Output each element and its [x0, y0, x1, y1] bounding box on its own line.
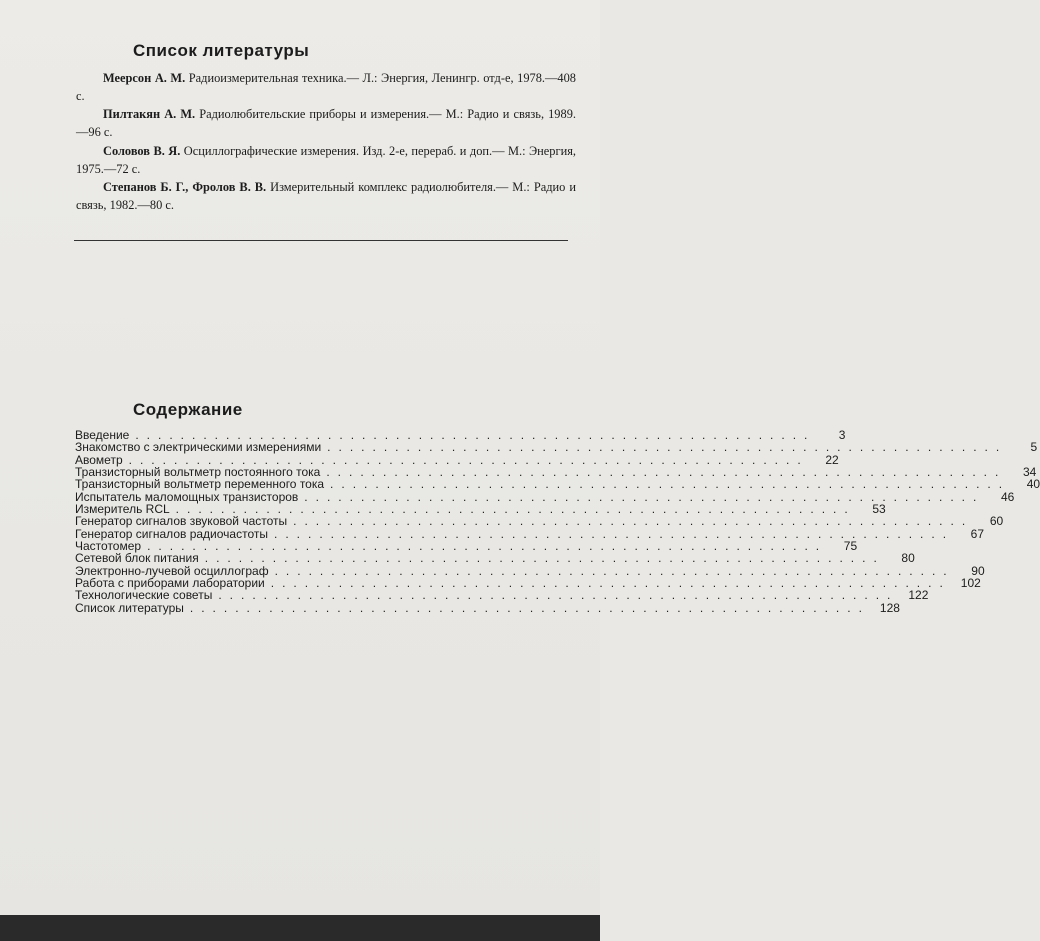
- toc-entry-page: 122: [908, 588, 929, 603]
- toc-entry-title: Транзисторный вольтметр постоянного тока: [75, 465, 321, 480]
- reference-author: Соловов В. Я.: [103, 143, 181, 158]
- toc-leader-dots: ............................................................: [304, 489, 985, 504]
- toc-entry-title: Знакомство с электрическими измерениями: [75, 440, 322, 455]
- toc-entry-page: 90: [971, 563, 985, 578]
- toc-entry: [75, 588, 929, 603]
- toc-entry-title: Работа с приборами лаборатории: [75, 576, 265, 591]
- toc-entry-page: 75: [843, 539, 858, 554]
- scan-bottom-edge: [0, 915, 600, 941]
- toc-entry-title: Авометр: [75, 452, 123, 467]
- toc-entry-page: 102: [960, 576, 981, 591]
- reference-author: Пилтакян А. М.: [103, 107, 196, 122]
- toc-entry: [75, 477, 1040, 492]
- toc-entry-title: Испытатель маломощных транзисторов: [75, 489, 299, 504]
- reference-item: [76, 179, 576, 214]
- reference-text: Измерительный комплекс радиолюбителя.— М.: Радио и связь, 1982.—80 с.: [76, 180, 576, 212]
- toc-entry-page: 22: [825, 452, 839, 467]
- toc-leader-dots: ............................................................: [204, 551, 885, 566]
- toc-entry: [75, 600, 900, 615]
- toc-entry-page: 5: [1030, 440, 1038, 455]
- toc-leader-dots: ............................................................: [326, 465, 1007, 480]
- toc-leader-dots: ............................................................: [189, 600, 870, 615]
- toc-entry-title: Частотомер: [75, 539, 142, 554]
- toc-entry-page: 60: [989, 514, 1004, 529]
- reference-text: Радиоизмерительная техника.— Л.: Энергия, Ленингр. отд-е, 1978.—408 с.: [76, 71, 576, 103]
- toc-leader-dots: ............................................................: [274, 563, 955, 578]
- contents-heading: Содержание: [133, 400, 243, 419]
- toc-entry-title: Список литературы: [75, 600, 184, 615]
- toc-entry-page: 3: [838, 428, 846, 442]
- toc-leader-dots: ............................................................: [327, 440, 1008, 455]
- toc-entry-title: Электронно-лучевой осциллограф: [75, 563, 269, 578]
- toc-entry-title: Технологические советы: [75, 588, 213, 603]
- toc-entry-title: Генератор сигналов радиочастоты: [75, 526, 268, 541]
- references-heading: Список литературы: [133, 41, 310, 60]
- toc-entry-page: 34: [1023, 465, 1037, 480]
- toc-leader-dots: ............................................................: [147, 539, 828, 554]
- toc-leader-dots: ............................................................: [293, 514, 974, 529]
- toc-entry-title: Введение: [75, 428, 130, 442]
- reference-item: [76, 106, 576, 141]
- reference-text: Радиолюбительские приборы и измерения.— М.: Радио и связь, 1989.—96 с.: [76, 107, 576, 140]
- toc-leader-dots: ............................................................: [135, 428, 816, 442]
- toc-leader-dots: ............................................................: [175, 502, 856, 517]
- toc-entry: [75, 440, 1038, 455]
- toc-entry: [75, 514, 1004, 529]
- contents-list: [75, 428, 1040, 615]
- toc-leader-dots: ............................................................: [218, 588, 899, 603]
- toc-entry-title: Измеритель RCL: [75, 502, 170, 517]
- toc-leader-dots: ............................................................: [128, 452, 809, 467]
- toc-leader-dots: ............................................................: [330, 477, 1011, 492]
- toc-entry-page: 46: [1000, 489, 1015, 504]
- toc-entry-title: Транзисторный вольтметр переменного тока: [75, 477, 325, 492]
- toc-leader-dots: ............................................................: [273, 526, 955, 541]
- toc-entry: [75, 551, 915, 566]
- toc-entry-title: Сетевой блок питания: [75, 551, 199, 566]
- toc-entry-page: 53: [872, 502, 886, 517]
- reference-item: [76, 143, 576, 178]
- toc-entry-page: 67: [970, 526, 985, 541]
- toc-entry-page: 128: [879, 600, 900, 615]
- reference-author: Степанов Б. Г., Фролов В. В.: [103, 180, 267, 195]
- section-divider: [74, 240, 568, 241]
- reference-author: Меерсон А. М.: [103, 71, 186, 85]
- reference-text: Осциллографические измерения. Изд. 2-е, перераб. и доп.— М.: Энергия, 1975.—72 с.: [76, 143, 577, 176]
- toc-leader-dots: ............................................................: [270, 576, 951, 591]
- references-list: [76, 70, 576, 216]
- toc-entry-title: Генератор сигналов звуковой частоты: [75, 514, 288, 529]
- toc-entry-page: 80: [901, 551, 915, 566]
- toc-entry-page: 40: [1026, 477, 1040, 492]
- reference-item: [76, 70, 576, 105]
